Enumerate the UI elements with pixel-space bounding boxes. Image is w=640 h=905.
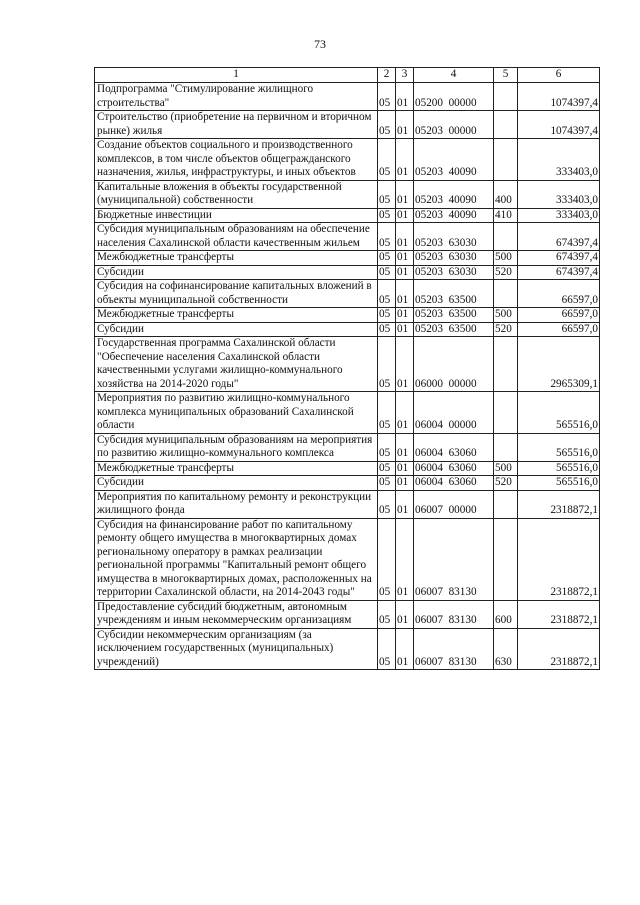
row-rz: 05 (378, 280, 396, 308)
table-header-row (95, 68, 600, 83)
row-pr: 01 (396, 83, 414, 111)
header-cell: 4 (414, 68, 494, 83)
header-cell: 3 (396, 68, 414, 83)
row-vr (494, 337, 518, 392)
row-sum: 333403,0 (518, 180, 600, 208)
table-row (95, 208, 600, 223)
table-row (95, 180, 600, 208)
table-row (95, 490, 600, 518)
row-rz: 05 (378, 83, 396, 111)
row-sum: 674397,4 (518, 251, 600, 266)
row-sum: 333403,0 (518, 139, 600, 181)
table-row (95, 322, 600, 337)
row-name: Субсидия муниципальным образованиям на мероприятия по развитию жилищно-коммунального комплекса (95, 433, 378, 461)
table-row (95, 461, 600, 476)
row-sum: 2965309,1 (518, 337, 600, 392)
row-name: Субсидия на софинансирование капитальных вложений в объекты муниципальной собственности (95, 280, 378, 308)
row-pr: 01 (396, 337, 414, 392)
table-row (95, 600, 600, 628)
row-name: Мероприятия по капитальному ремонту и реконструкции жилищного фонда (95, 490, 378, 518)
row-sum: 66597,0 (518, 308, 600, 323)
row-vr (494, 518, 518, 600)
row-csr: 05203 40090 (414, 208, 494, 223)
budget-table (94, 67, 600, 670)
row-rz: 05 (378, 628, 396, 670)
row-pr: 01 (396, 280, 414, 308)
row-vr (494, 111, 518, 139)
row-sum: 66597,0 (518, 322, 600, 337)
table-row (95, 83, 600, 111)
row-vr (494, 392, 518, 434)
row-pr: 01 (396, 308, 414, 323)
row-vr: 500 (494, 308, 518, 323)
row-rz: 05 (378, 322, 396, 337)
table-row (95, 433, 600, 461)
row-pr: 01 (396, 476, 414, 491)
header-cell: 2 (378, 68, 396, 83)
row-csr: 06004 63060 (414, 476, 494, 491)
row-rz: 05 (378, 600, 396, 628)
row-rz: 05 (378, 518, 396, 600)
row-vr (494, 139, 518, 181)
row-sum: 2318872,1 (518, 490, 600, 518)
table-row (95, 265, 600, 280)
row-rz: 05 (378, 308, 396, 323)
row-vr: 400 (494, 180, 518, 208)
row-csr: 06004 63060 (414, 461, 494, 476)
row-csr: 05203 63500 (414, 308, 494, 323)
row-vr (494, 83, 518, 111)
row-name: Субсидии (95, 322, 378, 337)
row-rz: 05 (378, 392, 396, 434)
row-vr: 630 (494, 628, 518, 670)
row-vr (494, 280, 518, 308)
row-sum: 1074397,4 (518, 83, 600, 111)
row-name: Субсидия муниципальным образованиям на обеспечение населения Сахалинской области качественным жильем (95, 223, 378, 251)
row-vr (494, 223, 518, 251)
row-sum: 2318872,1 (518, 518, 600, 600)
row-sum: 674397,4 (518, 223, 600, 251)
row-rz: 05 (378, 139, 396, 181)
row-sum: 66597,0 (518, 280, 600, 308)
header-cell: 6 (518, 68, 600, 83)
row-pr: 01 (396, 392, 414, 434)
row-rz: 05 (378, 223, 396, 251)
row-name: Строительство (приобретение на первичном и вторичном рынке) жилья (95, 111, 378, 139)
row-pr: 01 (396, 223, 414, 251)
row-rz: 05 (378, 265, 396, 280)
row-rz: 05 (378, 180, 396, 208)
table-row (95, 111, 600, 139)
row-sum: 565516,0 (518, 433, 600, 461)
row-pr: 01 (396, 180, 414, 208)
row-name: Государственная программа Сахалинской области "Обеспечение населения Сахалинской области качественными услугами жилищно-коммунального хозяйства на 2014-2020 годы" (95, 337, 378, 392)
row-rz: 05 (378, 208, 396, 223)
row-csr: 06007 83130 (414, 518, 494, 600)
row-csr: 06004 00000 (414, 392, 494, 434)
row-sum: 565516,0 (518, 476, 600, 491)
row-pr: 01 (396, 433, 414, 461)
row-vr: 410 (494, 208, 518, 223)
table-row (95, 476, 600, 491)
row-pr: 01 (396, 139, 414, 181)
table-row (95, 139, 600, 181)
row-rz: 05 (378, 111, 396, 139)
row-name: Субсидии (95, 476, 378, 491)
row-name: Подпрограмма "Стимулирование жилищного строительства" (95, 83, 378, 111)
row-csr: 05203 63500 (414, 280, 494, 308)
row-pr: 01 (396, 265, 414, 280)
row-csr: 05203 63030 (414, 251, 494, 266)
row-csr: 06004 63060 (414, 433, 494, 461)
row-csr: 06007 83130 (414, 600, 494, 628)
row-vr (494, 433, 518, 461)
row-name: Межбюджетные трансферты (95, 251, 378, 266)
row-rz: 05 (378, 461, 396, 476)
row-rz: 05 (378, 337, 396, 392)
row-sum: 1074397,4 (518, 111, 600, 139)
row-vr: 500 (494, 461, 518, 476)
row-vr: 520 (494, 322, 518, 337)
table-row (95, 392, 600, 434)
row-rz: 05 (378, 251, 396, 266)
row-rz: 05 (378, 476, 396, 491)
row-sum: 2318872,1 (518, 628, 600, 670)
table-row (95, 223, 600, 251)
row-pr: 01 (396, 600, 414, 628)
row-csr: 05200 00000 (414, 83, 494, 111)
row-name: Субсидии некоммерческим организациям (за исключением государственных (муниципальных) учреждений) (95, 628, 378, 670)
table-row (95, 251, 600, 266)
row-vr: 520 (494, 476, 518, 491)
row-csr: 05203 40090 (414, 180, 494, 208)
page-number: 73 (314, 37, 326, 51)
row-pr: 01 (396, 518, 414, 600)
row-csr: 05203 63500 (414, 322, 494, 337)
row-rz: 05 (378, 433, 396, 461)
row-sum: 565516,0 (518, 461, 600, 476)
row-name: Создание объектов социального и производственного комплексов, в том числе объектов общегражданского назначения, жилья, инфраструктуры, и иных объектов (95, 139, 378, 181)
row-sum: 2318872,1 (518, 600, 600, 628)
row-name: Предоставление субсидий бюджетным, автономным учреждениям и иным некоммерческим организациям (95, 600, 378, 628)
header-cell: 1 (95, 68, 378, 83)
row-csr: 05203 00000 (414, 111, 494, 139)
row-sum: 333403,0 (518, 208, 600, 223)
table-row (95, 337, 600, 392)
row-csr: 06007 00000 (414, 490, 494, 518)
row-csr: 06007 83130 (414, 628, 494, 670)
table-row (95, 308, 600, 323)
row-vr: 520 (494, 265, 518, 280)
row-rz: 05 (378, 490, 396, 518)
row-name: Мероприятия по развитию жилищно-коммунального комплекса муниципальных образований Сахалинской области (95, 392, 378, 434)
row-pr: 01 (396, 111, 414, 139)
header-cell: 5 (494, 68, 518, 83)
row-csr: 05203 63030 (414, 265, 494, 280)
row-pr: 01 (396, 490, 414, 518)
row-csr: 05203 63030 (414, 223, 494, 251)
row-csr: 05203 40090 (414, 139, 494, 181)
row-pr: 01 (396, 461, 414, 476)
row-sum: 674397,4 (518, 265, 600, 280)
table-row (95, 518, 600, 600)
row-vr: 500 (494, 251, 518, 266)
table-row (95, 628, 600, 670)
row-name: Межбюджетные трансферты (95, 461, 378, 476)
row-vr (494, 490, 518, 518)
row-sum: 565516,0 (518, 392, 600, 434)
row-pr: 01 (396, 208, 414, 223)
row-name: Субсидия на финансирование работ по капитальному ремонту общего имущества в многоквартирных домах региональному оператору в рамках реализации региональной программы "Капитальный ремонт общего имущества в многоквартирных домах, расположенных на территории Сахалинской области, на 2014-2043 годы" (95, 518, 378, 600)
row-pr: 01 (396, 251, 414, 266)
row-pr: 01 (396, 628, 414, 670)
row-csr: 06000 00000 (414, 337, 494, 392)
table-row (95, 280, 600, 308)
row-vr: 600 (494, 600, 518, 628)
row-name: Капитальные вложения в объекты государственной (муниципальной) собственности (95, 180, 378, 208)
row-name: Субсидии (95, 265, 378, 280)
row-pr: 01 (396, 322, 414, 337)
row-name: Бюджетные инвестиции (95, 208, 378, 223)
row-name: Межбюджетные трансферты (95, 308, 378, 323)
table-body (95, 68, 600, 670)
